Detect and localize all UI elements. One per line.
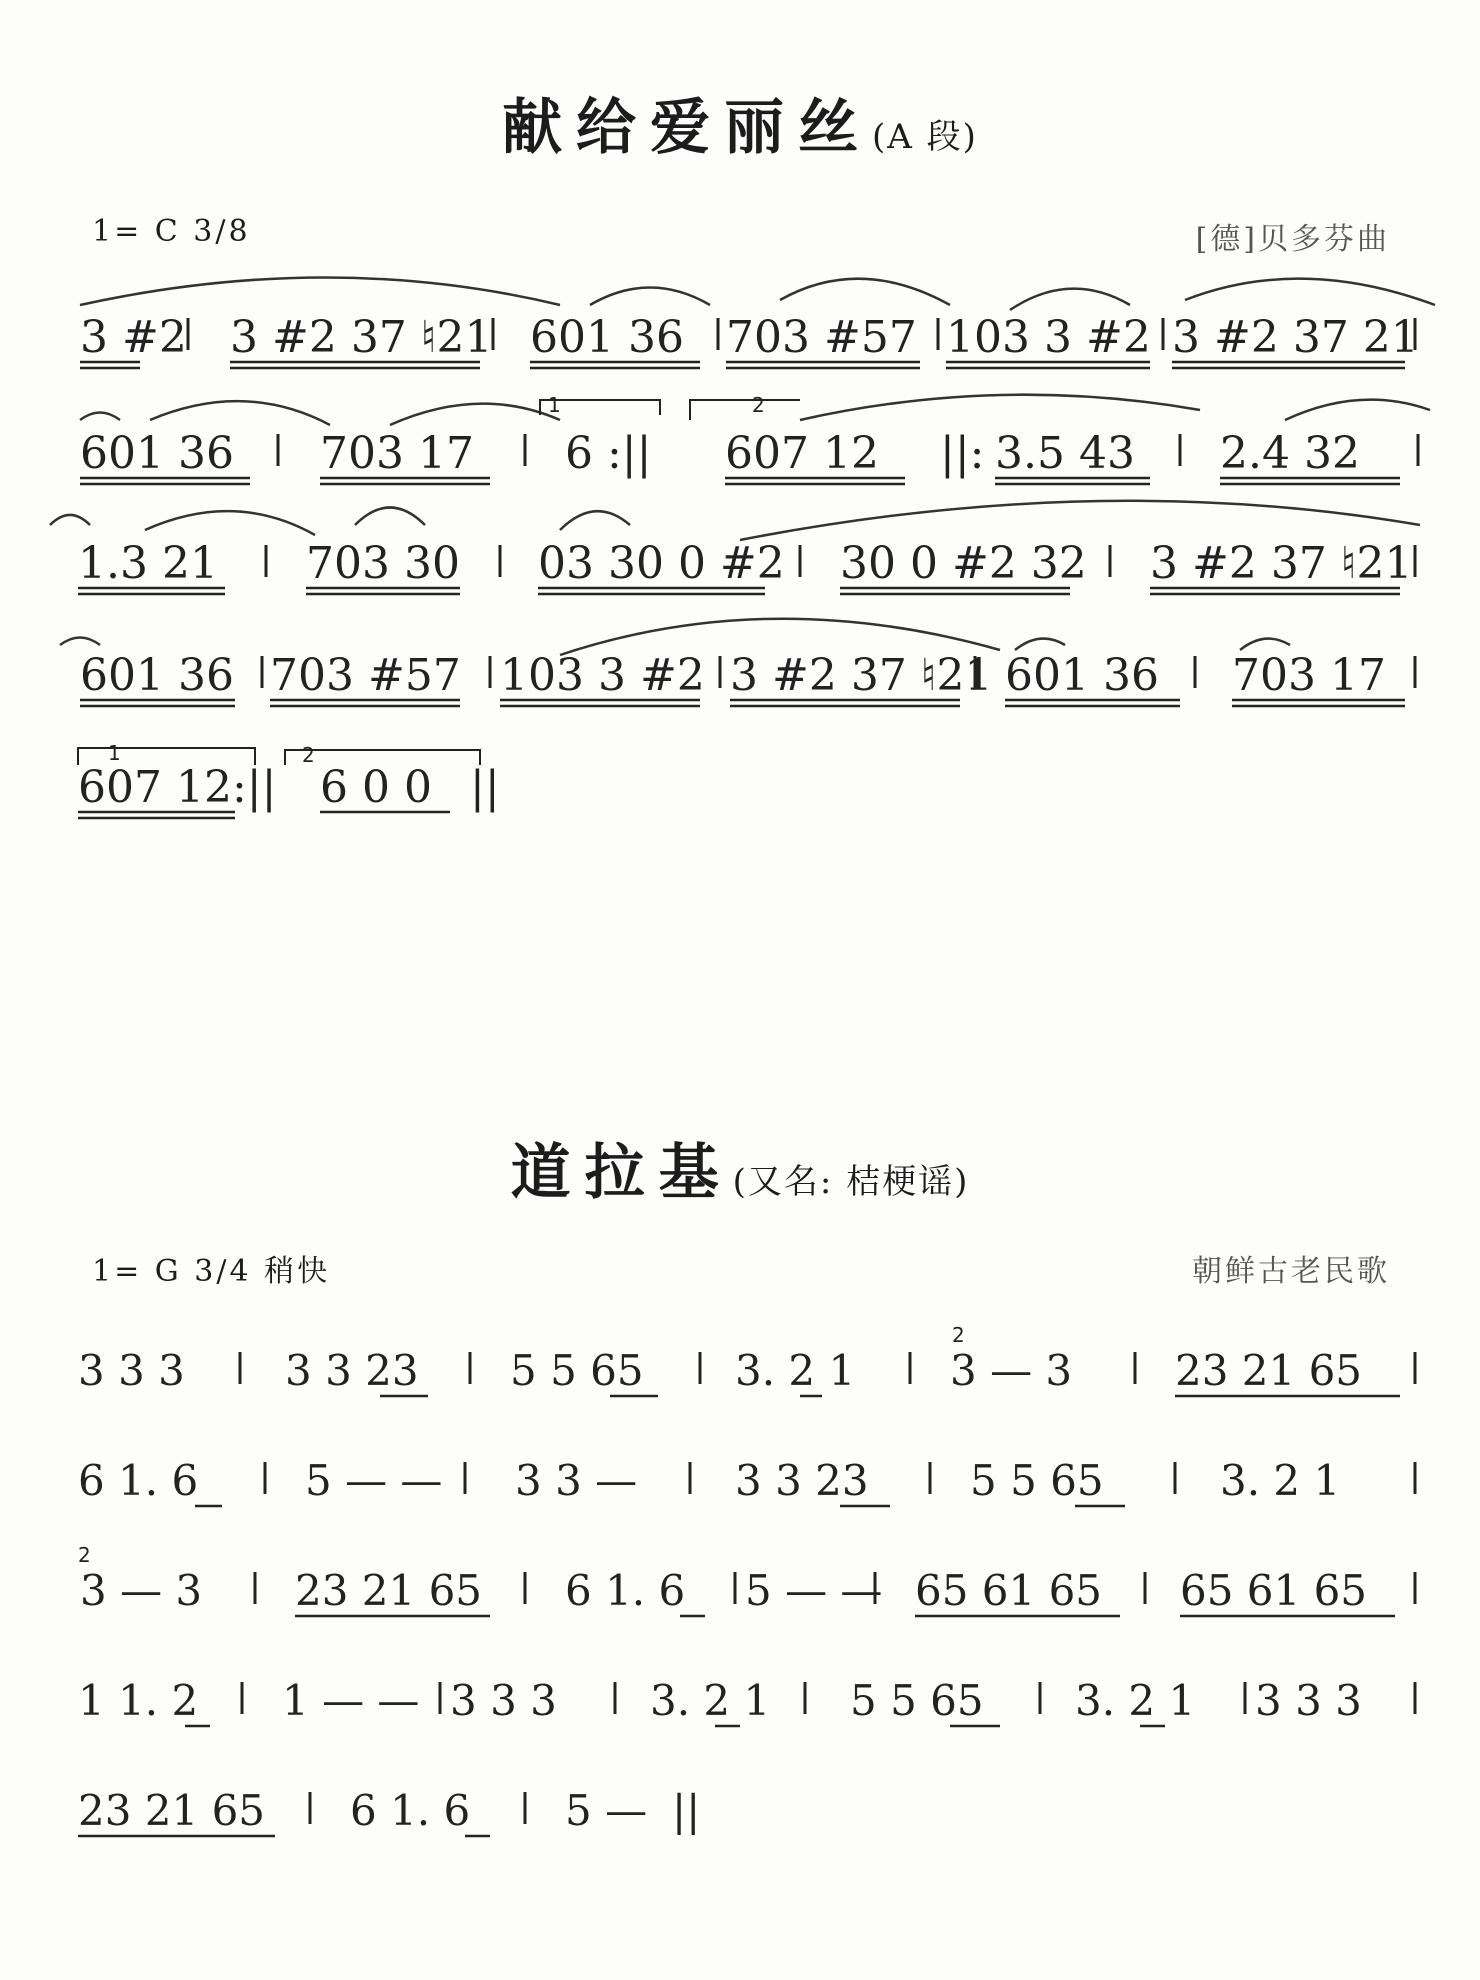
note-group: 2.4 32 <box>1220 428 1360 479</box>
notation-line-1 <box>78 1323 1415 1396</box>
final-barline: || <box>470 762 500 813</box>
note-group: 30 0 #2 32 <box>840 538 1087 589</box>
score-fur-elise <box>0 0 1480 900</box>
note-group: 3. 2 1 <box>1220 1456 1341 1505</box>
note-group: 607 12:|| <box>78 762 277 813</box>
volta-number: 1 <box>548 393 561 417</box>
note-group: 5 — <box>565 1786 648 1835</box>
note-group: 65 61 65 <box>915 1566 1103 1615</box>
note-group: 703 30 <box>306 538 460 589</box>
volta-number: 2 <box>302 743 315 767</box>
notation-line-1 <box>80 278 1435 369</box>
note-group: 3 3 23 <box>735 1456 869 1505</box>
note-group: 6 0 0 <box>320 762 432 813</box>
note-group: 5 5 65 <box>510 1346 644 1395</box>
note-group: 703 #57 <box>270 650 461 701</box>
composer-credit: 朝鲜古老民歌 <box>1192 1254 1390 1289</box>
notation-line-5 <box>78 741 500 818</box>
final-barline: || <box>672 1786 701 1835</box>
title-sub: (A 段) <box>872 117 978 157</box>
note-group: 3.5 43 <box>995 428 1135 479</box>
note-group: 703 #57 <box>726 312 917 363</box>
note-group: 23 21 65 <box>295 1566 483 1615</box>
composer-credit: [德]贝多芬曲 <box>1195 222 1390 257</box>
note-group: 3 #2 37 21 <box>1172 312 1419 363</box>
note-group: 3. 2 1 <box>1075 1676 1196 1725</box>
note-group: 3. 2 1 <box>735 1346 856 1395</box>
note-group: 1 — — <box>282 1676 420 1725</box>
note-group: 3 #2 37 ♮21 <box>230 312 493 363</box>
notation-line-4 <box>78 1676 1415 1726</box>
repeat-sign: ||: <box>940 428 985 479</box>
note-group: 703 17 <box>1232 650 1386 701</box>
score-doraji <box>0 1080 1480 1960</box>
note-group: 601 36 <box>80 428 234 479</box>
volta-number: 1 <box>108 741 121 765</box>
note-group: 3 3 — <box>515 1456 638 1505</box>
note-group: 6 1. 6 <box>565 1566 686 1615</box>
grace-note: 2 <box>952 1323 965 1347</box>
note-group: 703 17 <box>320 428 474 479</box>
note-group: 601 36 <box>1005 650 1159 701</box>
note-group: 5 5 65 <box>970 1456 1104 1505</box>
grace-note: 2 <box>78 1543 91 1567</box>
note-group: 6 :|| <box>565 428 652 479</box>
note-group: 6 1. 6 <box>78 1456 199 1505</box>
note-group: 6 1. 6 <box>350 1786 471 1835</box>
note-group: 3. 2 1 <box>650 1676 771 1725</box>
note-group: 601 36 <box>80 650 234 701</box>
notation-line-3 <box>50 501 1420 594</box>
note-group: 23 21 65 <box>1175 1346 1363 1395</box>
note-group: 3 3 3 <box>1255 1676 1362 1725</box>
notation-staff <box>0 0 1480 900</box>
title-main: 道拉基 <box>510 1138 733 1208</box>
title-sub: (又名: 桔梗谣) <box>732 1162 970 1202</box>
note-group: 1.3 21 <box>78 538 218 589</box>
note-group: 23 21 65 <box>78 1786 266 1835</box>
note-group: 3 — 3 <box>950 1346 1073 1395</box>
note-group: 5 5 65 <box>850 1676 984 1725</box>
note-group: 03 30 0 #2 <box>538 538 785 589</box>
note-group: 5 — — <box>305 1456 443 1505</box>
notation-line-3 <box>78 1543 1415 1616</box>
note-group: 3 — 3 <box>80 1566 203 1615</box>
note-group: 103 3 #2 <box>500 650 705 701</box>
key-signature: 1= G 3/4 稍快 <box>92 1254 331 1289</box>
note-group: 3 #2 37 ♮21 <box>730 650 993 701</box>
notation-line-4 <box>60 619 1415 706</box>
notation-line-2 <box>78 1456 1415 1506</box>
note-group: 3 3 3 <box>78 1346 185 1395</box>
note-group: 103 3 #2 <box>946 312 1151 363</box>
notation-line-5 <box>78 1786 700 1836</box>
key-signature: 1= C 3/8 <box>92 214 251 249</box>
note-group: 1 1. 2 <box>78 1676 199 1725</box>
notation-line-2 <box>80 393 1430 484</box>
note-group: 5 — — <box>745 1566 883 1615</box>
volta-number: 2 <box>752 393 765 417</box>
note-group: 607 12 <box>725 428 879 479</box>
note-group: 65 61 65 <box>1180 1566 1368 1615</box>
note-group: 3 3 3 <box>450 1676 557 1725</box>
note-group: 601 36 <box>530 312 684 363</box>
note-group: 3 3 23 <box>285 1346 419 1395</box>
title-main: 献给爱丽丝 <box>502 93 873 163</box>
note-group: 3 #2 <box>80 312 187 363</box>
note-group: 3 #2 37 ♮21 <box>1150 538 1413 589</box>
notation-staff <box>0 1080 1480 1960</box>
